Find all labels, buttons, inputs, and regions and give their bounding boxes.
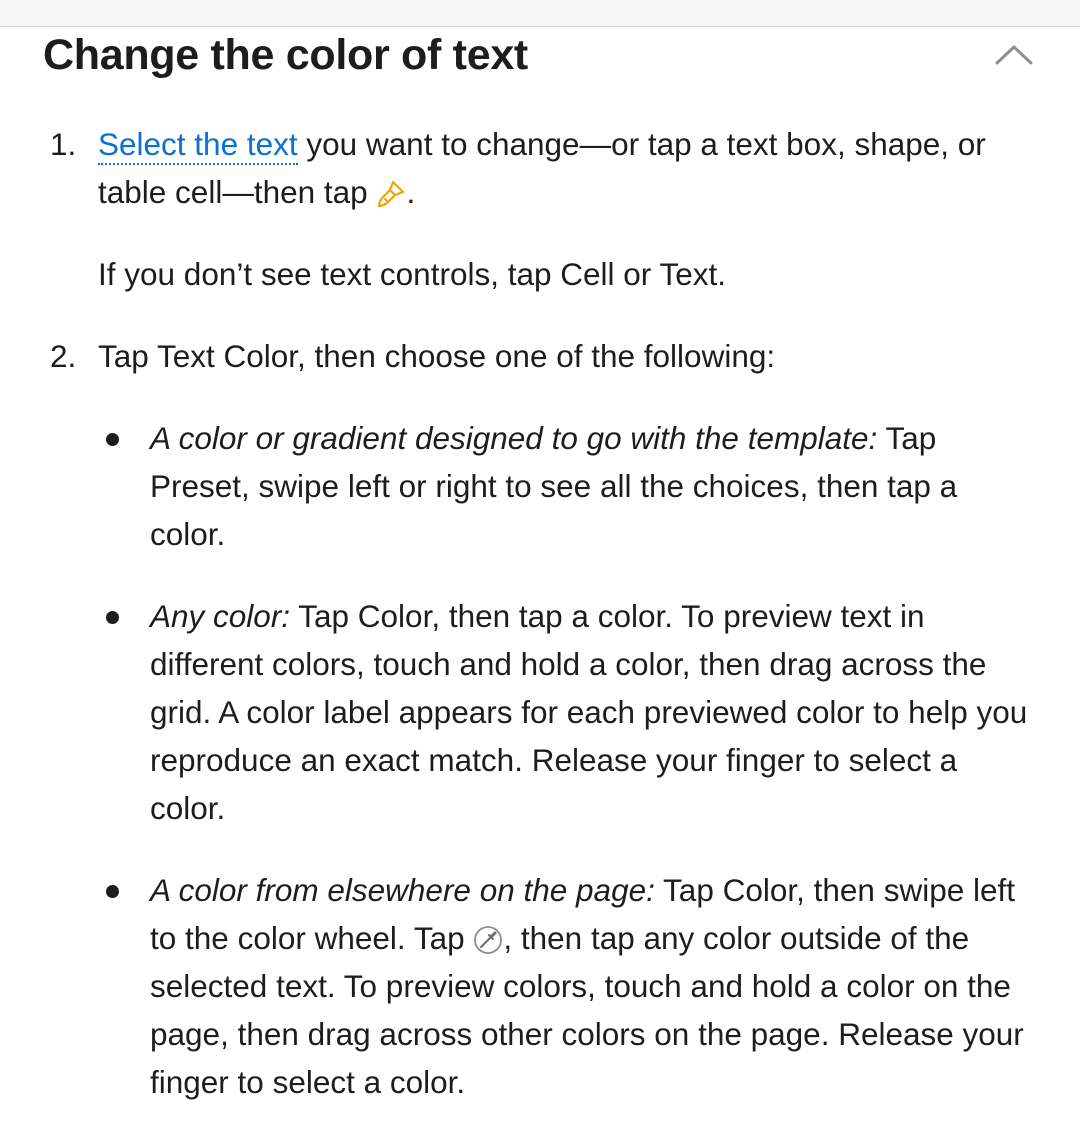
eyedropper-icon — [473, 920, 503, 950]
option-emphasis: A color or gradient designed to go with the template: — [150, 420, 878, 456]
article-content — [0, 120, 1080, 1140]
list-item-text — [150, 866, 1040, 1106]
section-header[interactable] — [0, 27, 1080, 87]
list-item — [98, 414, 1040, 558]
collapse-button[interactable] — [990, 37, 1038, 73]
option-description: Tap Preset, swipe left or right to see all the choices, then tap a color. — [150, 420, 958, 552]
step-text-body: you want to change—or tap a text box, shape, or table cell—then tap — [98, 126, 986, 210]
step-number: 2. — [50, 338, 77, 374]
paintbrush-icon — [376, 174, 406, 204]
step-number: 1. — [50, 126, 77, 162]
list-item-text — [150, 414, 1040, 558]
option-emphasis: Any color: — [150, 598, 291, 634]
select-text-link[interactable]: Select the text — [98, 126, 298, 165]
step-text-end: . — [406, 174, 416, 210]
list-item-text — [150, 592, 1040, 832]
step-1 — [0, 120, 1080, 298]
chevron-up-icon — [990, 37, 1038, 73]
list-item — [98, 866, 1040, 1106]
top-toolbar-edge — [0, 0, 1080, 27]
section-title: Change the color of text — [43, 31, 528, 79]
list-item — [98, 592, 1040, 832]
option-description-end: , then tap any color outside of the selected text. To preview colors, touch and hold a color on the page, then drag across other colors on the page. Release your finger to select a color. — [150, 920, 1024, 1100]
option-description: Tap Color, then swipe left to the color wheel. Tap — [150, 872, 1016, 956]
step-text — [98, 120, 1040, 216]
bullet-dot — [106, 611, 119, 624]
step-note: If you don’t see text controls, tap Cell or Text. — [98, 256, 726, 292]
bullet-dot — [106, 885, 119, 898]
step-2 — [0, 332, 1080, 1106]
options-list — [98, 414, 1040, 1106]
bullet-dot — [106, 433, 119, 446]
option-emphasis: A color from elsewhere on the page: — [150, 872, 655, 908]
step-text: Tap Text Color, then choose one of the following: — [98, 338, 776, 374]
option-description: Tap Color, then tap a color. To preview text in different colors, touch and hold a color, then drag across the grid. A color label appears for each previewed color to help you reproduce an exact match. Release your finger to select a color. — [150, 598, 1028, 826]
